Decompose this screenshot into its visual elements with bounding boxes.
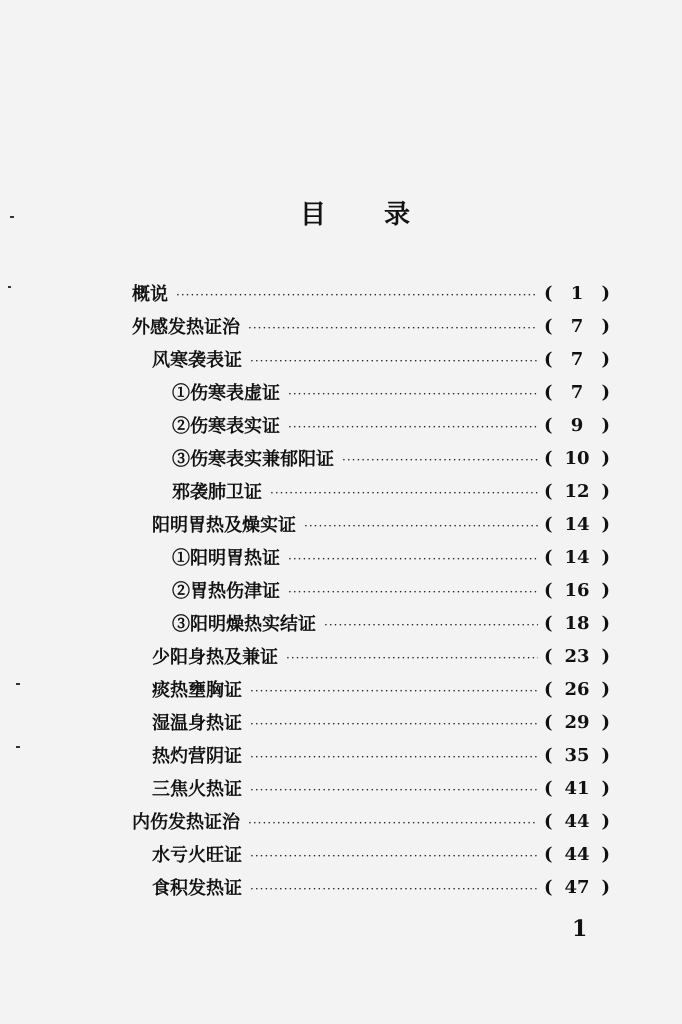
toc-entry[interactable]: [152, 674, 610, 704]
toc-entry-page: ( 16 ): [544, 579, 610, 601]
leader-dots: [304, 519, 538, 533]
toc-entry[interactable]: [172, 410, 610, 440]
toc-entry-page: ( 9 ): [544, 414, 610, 436]
toc-entry[interactable]: [152, 707, 610, 737]
toc-entry-label: ③伤寒表实兼郁阳证: [172, 449, 334, 470]
leader-dots: [250, 750, 538, 764]
leader-dots: [288, 387, 538, 401]
toc-entry-label: ②伤寒表实证: [172, 416, 280, 437]
toc-entry[interactable]: [132, 806, 610, 836]
toc-entry-label: ①阳明胃热证: [172, 548, 280, 569]
leader-dots: [270, 486, 538, 500]
toc-entry[interactable]: [152, 839, 610, 869]
toc-entry[interactable]: [152, 641, 610, 671]
scan-speck: [10, 216, 14, 218]
toc-entry[interactable]: [132, 278, 610, 308]
toc-entry-label: 痰热壅胸证: [152, 680, 242, 701]
toc-entry-label: ①伤寒表虚证: [172, 383, 280, 404]
leader-dots: [250, 717, 538, 731]
toc-entry[interactable]: [152, 509, 610, 539]
toc-entry-label: 水亏火旺证: [152, 845, 242, 866]
toc-entry[interactable]: [172, 542, 610, 572]
toc-entry-page: ( 29 ): [544, 711, 610, 733]
toc-entry-page: ( 7 ): [544, 348, 610, 370]
toc-entry-page: ( 23 ): [544, 645, 610, 667]
toc-entry-label: 三焦火热证: [152, 779, 242, 800]
leader-dots: [250, 882, 538, 896]
title-char-2: 录: [383, 199, 410, 230]
scan-speck: [16, 683, 20, 685]
toc-entry-label: 热灼营阴证: [152, 746, 242, 767]
leader-dots: [288, 552, 538, 566]
title-char-1: 目: [300, 199, 327, 230]
leader-dots: [250, 783, 538, 797]
toc-entry[interactable]: [172, 575, 610, 605]
scan-speck: [16, 746, 20, 748]
toc-entry-label: 少阳身热及兼证: [152, 647, 278, 668]
toc-entry-page: ( 1 ): [544, 282, 610, 304]
leader-dots: [342, 453, 538, 467]
toc-entry-label: 风寒袭表证: [152, 350, 242, 371]
toc-entry-label: 阳明胃热及燥实证: [152, 515, 296, 536]
toc-entry-page: ( 7 ): [544, 315, 610, 337]
leader-dots: [248, 321, 538, 335]
leader-dots: [176, 288, 538, 302]
toc-entry[interactable]: [152, 773, 610, 803]
leader-dots: [288, 585, 538, 599]
toc-entry-page: ( 47 ): [544, 876, 610, 898]
toc-entry-page: ( 26 ): [544, 678, 610, 700]
toc-entry-label: 内伤发热证治: [132, 812, 240, 833]
toc-entry[interactable]: [172, 476, 610, 506]
toc-entry-label: 湿温身热证: [152, 713, 242, 734]
toc-entry[interactable]: [132, 311, 610, 341]
toc-entry-page: ( 14 ): [544, 513, 610, 535]
scan-speck: [8, 286, 11, 288]
toc-entry[interactable]: [172, 608, 610, 638]
toc-entry[interactable]: [172, 377, 610, 407]
leader-dots: [250, 354, 538, 368]
toc-entry-label: ③阳明燥热实结证: [172, 614, 316, 635]
toc-entry-label: 食积发热证: [152, 878, 242, 899]
toc-entry-page: ( 18 ): [544, 612, 610, 634]
toc-entry[interactable]: [172, 443, 610, 473]
toc-entry-label: 概说: [132, 284, 168, 305]
toc-entry-page: ( 35 ): [544, 744, 610, 766]
toc-entry-page: ( 41 ): [544, 777, 610, 799]
toc-entry-page: ( 44 ): [544, 843, 610, 865]
leader-dots: [248, 816, 538, 830]
leader-dots: [288, 420, 538, 434]
toc-entry-label: 外感发热证治: [132, 317, 240, 338]
leader-dots: [250, 684, 538, 698]
toc-entry-page: ( 12 ): [544, 480, 610, 502]
toc-entry-page: ( 10 ): [544, 447, 610, 469]
leader-dots: [324, 618, 538, 632]
toc-entry-page: ( 44 ): [544, 810, 610, 832]
page-number: 1: [572, 916, 588, 942]
toc-entry[interactable]: [152, 740, 610, 770]
toc-entry-label: 邪袭肺卫证: [172, 482, 262, 503]
toc-entry-label: ②胃热伤津证: [172, 581, 280, 602]
leader-dots: [286, 651, 538, 665]
leader-dots: [250, 849, 538, 863]
toc-entry[interactable]: [152, 872, 610, 902]
toc-entry-page: ( 7 ): [544, 381, 610, 403]
toc-entry-page: ( 14 ): [544, 546, 610, 568]
toc-entry[interactable]: [152, 344, 610, 374]
